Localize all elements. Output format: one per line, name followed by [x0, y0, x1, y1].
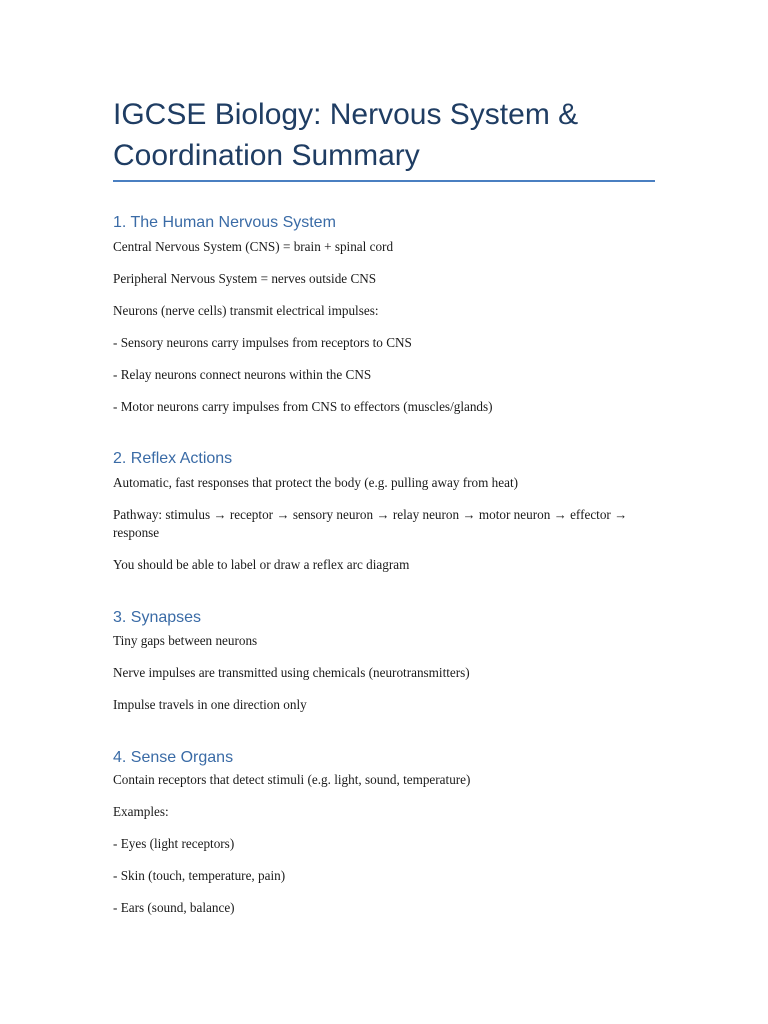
paragraph: Nerve impulses are transmitted using chemicals (neurotransmitters)	[113, 665, 470, 680]
section-nervous-system	[113, 213, 655, 414]
section-heading: 3. Synapses	[113, 609, 202, 626]
document-title: IGCSE Biology: Nervous System & Coordination Summary	[113, 98, 579, 172]
title-underline	[113, 180, 655, 182]
paragraph: Examples:	[113, 804, 169, 819]
list-item: - Motor neurons carry impulses from CNS to effectors (muscles/glands)	[113, 399, 493, 414]
paragraph: Pathway: stimulus → receptor → sensory neuron → relay neuron → motor neuron → effector → response	[113, 507, 628, 540]
section-heading: 1. The Human Nervous System	[113, 214, 336, 231]
section-heading: 2. Reflex Actions	[113, 450, 233, 467]
paragraph: Automatic, fast responses that protect the body (e.g. pulling away from heat)	[113, 475, 519, 490]
list-item: - Sensory neurons carry impulses from receptors to CNS	[113, 335, 412, 350]
paragraph: Impulse travels in one direction only	[113, 697, 307, 712]
list-item: - Ears (sound, balance)	[113, 900, 235, 915]
paragraph: Contain receptors that detect stimuli (e.g. light, sound, temperature)	[113, 772, 471, 787]
list-item: - Skin (touch, temperature, pain)	[113, 868, 286, 883]
list-item: - Eyes (light receptors)	[113, 836, 235, 851]
paragraph: Tiny gaps between neurons	[113, 633, 258, 648]
section-reflex-actions	[113, 449, 655, 572]
section-heading: 4. Sense Organs	[113, 749, 234, 766]
list-item: - Relay neurons connect neurons within the CNS	[113, 367, 372, 382]
paragraph: Peripheral Nervous System = nerves outside CNS	[113, 271, 377, 286]
section-synapses	[113, 608, 655, 712]
paragraph: You should be able to label or draw a reflex arc diagram	[113, 557, 410, 572]
paragraph: Central Nervous System (CNS) = brain + spinal cord	[113, 239, 394, 254]
section-sense-organs	[113, 748, 655, 915]
paragraph: Neurons (nerve cells) transmit electrical impulses:	[113, 303, 379, 318]
